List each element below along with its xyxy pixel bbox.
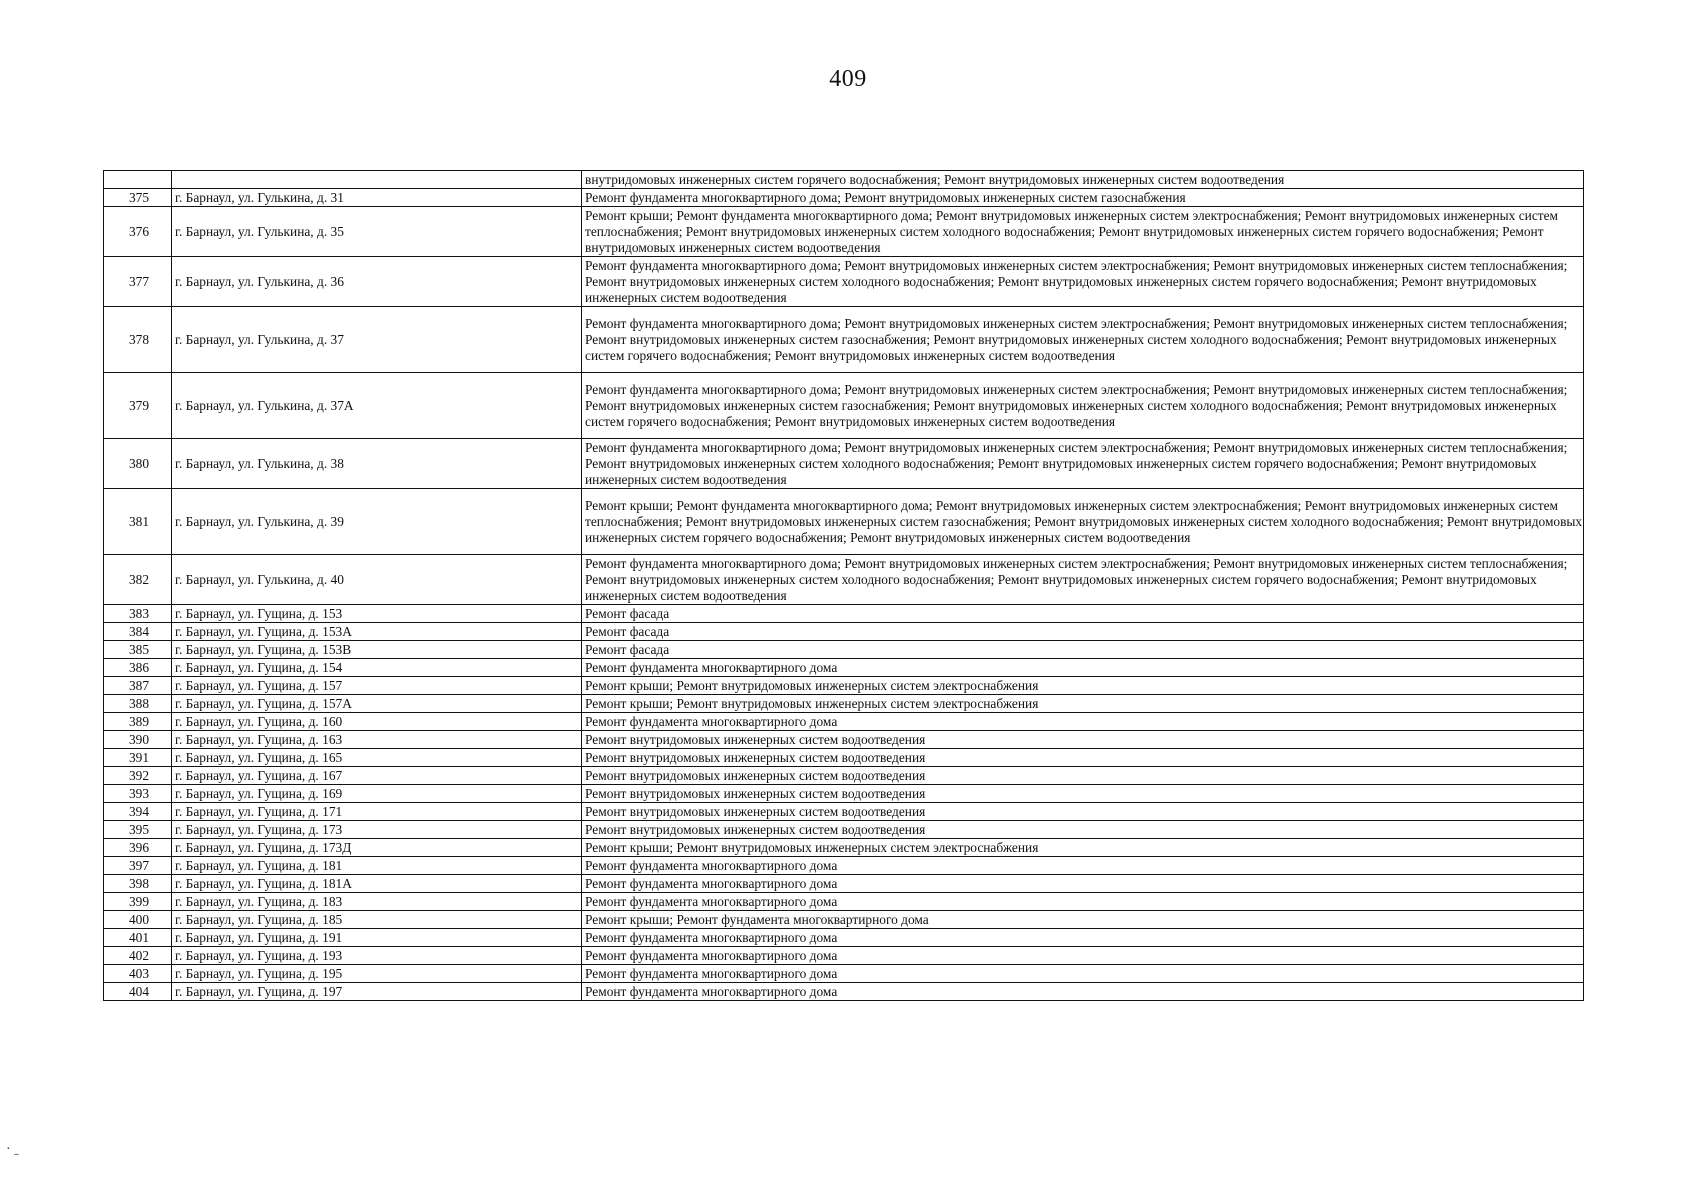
row-work-types: Ремонт фасада <box>582 605 1584 623</box>
repair-register-table <box>103 170 1584 1001</box>
row-work-types: Ремонт фундамента многоквартирного дома; Ремонт внутридомовых инженерных систем газоснабжения <box>582 189 1584 207</box>
row-address: г. Барнаул, ул. Гущина, д. 153А <box>172 623 582 641</box>
row-number: 381 <box>104 489 172 555</box>
row-work-types: Ремонт внутридомовых инженерных систем водоотведения <box>582 821 1584 839</box>
row-work-types: Ремонт внутридомовых инженерных систем водоотведения <box>582 767 1584 785</box>
row-address: г. Барнаул, ул. Гущина, д. 169 <box>172 785 582 803</box>
row-number: 385 <box>104 641 172 659</box>
row-work-types: Ремонт фундамента многоквартирного дома <box>582 983 1584 1001</box>
row-number: 378 <box>104 307 172 373</box>
table-row <box>104 207 1584 257</box>
row-address: г. Барнаул, ул. Гулькина, д. 37А <box>172 373 582 439</box>
table-row <box>104 731 1584 749</box>
row-address: г. Барнаул, ул. Гущина, д. 157А <box>172 695 582 713</box>
row-work-types: Ремонт фундамента многоквартирного дома; Ремонт внутридомовых инженерных систем электроснабжения; Ремонт внутридомовых инженерных систем теплоснабжения; Ремонт внутридомовых инженерных систем холодного водоснабжения; Ремонт внутридомовых инженерных систем горячего водоснабжения; Ремонт внутридомовых инженерных систем водоотведения <box>582 555 1584 605</box>
table-row <box>104 893 1584 911</box>
table-row <box>104 785 1584 803</box>
table-row <box>104 947 1584 965</box>
row-address: г. Барнаул, ул. Гущина, д. 181А <box>172 875 582 893</box>
row-work-types: Ремонт фундамента многоквартирного дома <box>582 713 1584 731</box>
row-work-types: Ремонт фундамента многоквартирного дома <box>582 929 1584 947</box>
row-address: г. Барнаул, ул. Гулькина, д. 31 <box>172 189 582 207</box>
row-number: 379 <box>104 373 172 439</box>
row-address: г. Барнаул, ул. Гущина, д. 171 <box>172 803 582 821</box>
row-work-types: Ремонт фундамента многоквартирного дома; Ремонт внутридомовых инженерных систем электроснабжения; Ремонт внутридомовых инженерных систем теплоснабжения; Ремонт внутридомовых инженерных систем газоснабжения; Ремонт внутридомовых инженерных систем холодного водоснабжения; Ремонт внутридомовых инженерных систем горячего водоснабжения; Ремонт внутридомовых инженерных систем водоотведения <box>582 373 1584 439</box>
scan-specks: · ˍ <box>6 1142 19 1157</box>
table-row <box>104 767 1584 785</box>
row-work-types: внутридомовых инженерных систем горячего водоснабжения; Ремонт внутридомовых инженерных систем водоотведения <box>582 171 1584 189</box>
table-row <box>104 929 1584 947</box>
table-row <box>104 875 1584 893</box>
row-work-types: Ремонт крыши; Ремонт фундамента многоквартирного дома <box>582 911 1584 929</box>
row-number: 400 <box>104 911 172 929</box>
table-row <box>104 749 1584 767</box>
row-work-types: Ремонт внутридомовых инженерных систем водоотведения <box>582 785 1584 803</box>
row-number: 380 <box>104 439 172 489</box>
row-number: 377 <box>104 257 172 307</box>
row-work-types: Ремонт фасада <box>582 641 1584 659</box>
row-number: 389 <box>104 713 172 731</box>
row-work-types: Ремонт фундамента многоквартирного дома <box>582 947 1584 965</box>
row-work-types: Ремонт внутридомовых инженерных систем водоотведения <box>582 803 1584 821</box>
table-row <box>104 803 1584 821</box>
row-number: 376 <box>104 207 172 257</box>
row-work-types: Ремонт фундамента многоквартирного дома <box>582 659 1584 677</box>
row-work-types: Ремонт фасада <box>582 623 1584 641</box>
row-address: г. Барнаул, ул. Гулькина, д. 35 <box>172 207 582 257</box>
row-address: г. Барнаул, ул. Гущина, д. 160 <box>172 713 582 731</box>
table-row <box>104 489 1584 555</box>
row-address: г. Барнаул, ул. Гущина, д. 153 <box>172 605 582 623</box>
table-row <box>104 857 1584 875</box>
row-address: г. Барнаул, ул. Гущина, д. 173 <box>172 821 582 839</box>
row-number: 384 <box>104 623 172 641</box>
row-number: 395 <box>104 821 172 839</box>
row-address: г. Барнаул, ул. Гулькина, д. 40 <box>172 555 582 605</box>
table-row <box>104 257 1584 307</box>
row-address: г. Барнаул, ул. Гущина, д. 154 <box>172 659 582 677</box>
table-row <box>104 439 1584 489</box>
row-address: г. Барнаул, ул. Гущина, д. 157 <box>172 677 582 695</box>
row-address: г. Барнаул, ул. Гущина, д. 185 <box>172 911 582 929</box>
row-work-types: Ремонт фундамента многоквартирного дома; Ремонт внутридомовых инженерных систем электроснабжения; Ремонт внутридомовых инженерных систем теплоснабжения; Ремонт внутридомовых инженерных систем газоснабжения; Ремонт внутридомовых инженерных систем холодного водоснабжения; Ремонт внутридомовых инженерных систем горячего водоснабжения; Ремонт внутридомовых инженерных систем водоотведения <box>582 307 1584 373</box>
row-address: г. Барнаул, ул. Гущина, д. 191 <box>172 929 582 947</box>
row-number: 391 <box>104 749 172 767</box>
table-row <box>104 695 1584 713</box>
row-number: 394 <box>104 803 172 821</box>
row-work-types: Ремонт крыши; Ремонт внутридомовых инженерных систем электроснабжения <box>582 677 1584 695</box>
page-number: 409 <box>829 66 867 92</box>
table-row <box>104 307 1584 373</box>
row-work-types: Ремонт внутридомовых инженерных систем водоотведения <box>582 731 1584 749</box>
row-address: г. Барнаул, ул. Гулькина, д. 36 <box>172 257 582 307</box>
row-number: 403 <box>104 965 172 983</box>
table-row <box>104 983 1584 1001</box>
row-work-types: Ремонт внутридомовых инженерных систем водоотведения <box>582 749 1584 767</box>
table-row <box>104 965 1584 983</box>
row-number: 399 <box>104 893 172 911</box>
row-work-types: Ремонт фундамента многоквартирного дома <box>582 893 1584 911</box>
table-row <box>104 713 1584 731</box>
row-address <box>172 171 582 189</box>
table-row <box>104 911 1584 929</box>
row-address: г. Барнаул, ул. Гущина, д. 153В <box>172 641 582 659</box>
row-number: 398 <box>104 875 172 893</box>
row-number: 397 <box>104 857 172 875</box>
row-number: 392 <box>104 767 172 785</box>
row-number: 387 <box>104 677 172 695</box>
table-row <box>104 623 1584 641</box>
row-work-types: Ремонт фундамента многоквартирного дома; Ремонт внутридомовых инженерных систем электроснабжения; Ремонт внутридомовых инженерных систем теплоснабжения; Ремонт внутридомовых инженерных систем холодного водоснабжения; Ремонт внутридомовых инженерных систем горячего водоснабжения; Ремонт внутридомовых инженерных систем водоотведения <box>582 439 1584 489</box>
row-address: г. Барнаул, ул. Гущина, д. 193 <box>172 947 582 965</box>
table-row <box>104 659 1584 677</box>
table-row <box>104 821 1584 839</box>
table-row <box>104 373 1584 439</box>
row-number: 388 <box>104 695 172 713</box>
row-work-types: Ремонт крыши; Ремонт внутридомовых инженерных систем электроснабжения <box>582 695 1584 713</box>
row-address: г. Барнаул, ул. Гущина, д. 197 <box>172 983 582 1001</box>
row-work-types: Ремонт крыши; Ремонт внутридомовых инженерных систем электроснабжения <box>582 839 1584 857</box>
table-row <box>104 189 1584 207</box>
row-number: 401 <box>104 929 172 947</box>
row-address: г. Барнаул, ул. Гущина, д. 183 <box>172 893 582 911</box>
row-work-types: Ремонт крыши; Ремонт фундамента многоквартирного дома; Ремонт внутридомовых инженерных систем электроснабжения; Ремонт внутридомовых инженерных систем теплоснабжения; Ремонт внутридомовых инженерных систем холодного водоснабжения; Ремонт внутридомовых инженерных систем горячего водоснабжения; Ремонт внутридомовых инженерных систем водоотведения <box>582 207 1584 257</box>
row-address: г. Барнаул, ул. Гущина, д. 173Д <box>172 839 582 857</box>
row-work-types: Ремонт фундамента многоквартирного дома; Ремонт внутридомовых инженерных систем электроснабжения; Ремонт внутридомовых инженерных систем теплоснабжения; Ремонт внутридомовых инженерных систем холодного водоснабжения; Ремонт внутридомовых инженерных систем горячего водоснабжения; Ремонт внутридомовых инженерных систем водоотведения <box>582 257 1584 307</box>
row-address: г. Барнаул, ул. Гущина, д. 165 <box>172 749 582 767</box>
row-number: 375 <box>104 189 172 207</box>
table-row <box>104 641 1584 659</box>
row-number: 393 <box>104 785 172 803</box>
row-address: г. Барнаул, ул. Гулькина, д. 39 <box>172 489 582 555</box>
table-row <box>104 677 1584 695</box>
row-number: 382 <box>104 555 172 605</box>
row-address: г. Барнаул, ул. Гущина, д. 195 <box>172 965 582 983</box>
row-address: г. Барнаул, ул. Гущина, д. 167 <box>172 767 582 785</box>
row-work-types: Ремонт фундамента многоквартирного дома <box>582 857 1584 875</box>
row-address: г. Барнаул, ул. Гущина, д. 163 <box>172 731 582 749</box>
table-row <box>104 605 1584 623</box>
table-row <box>104 839 1584 857</box>
row-address: г. Барнаул, ул. Гущина, д. 181 <box>172 857 582 875</box>
row-work-types: Ремонт фундамента многоквартирного дома <box>582 965 1584 983</box>
row-number <box>104 171 172 189</box>
row-number: 402 <box>104 947 172 965</box>
row-number: 383 <box>104 605 172 623</box>
row-address: г. Барнаул, ул. Гулькина, д. 38 <box>172 439 582 489</box>
row-work-types: Ремонт крыши; Ремонт фундамента многоквартирного дома; Ремонт внутридомовых инженерных систем электроснабжения; Ремонт внутридомовых инженерных систем теплоснабжения; Ремонт внутридомовых инженерных систем газоснабжения; Ремонт внутридомовых инженерных систем холодного водоснабжения; Ремонт внутридомовых инженерных систем горячего водоснабжения; Ремонт внутридомовых инженерных систем водоотведения <box>582 489 1584 555</box>
row-number: 396 <box>104 839 172 857</box>
row-address: г. Барнаул, ул. Гулькина, д. 37 <box>172 307 582 373</box>
row-number: 390 <box>104 731 172 749</box>
row-number: 386 <box>104 659 172 677</box>
table-row <box>104 171 1584 189</box>
table-row <box>104 555 1584 605</box>
row-number: 404 <box>104 983 172 1001</box>
row-work-types: Ремонт фундамента многоквартирного дома <box>582 875 1584 893</box>
